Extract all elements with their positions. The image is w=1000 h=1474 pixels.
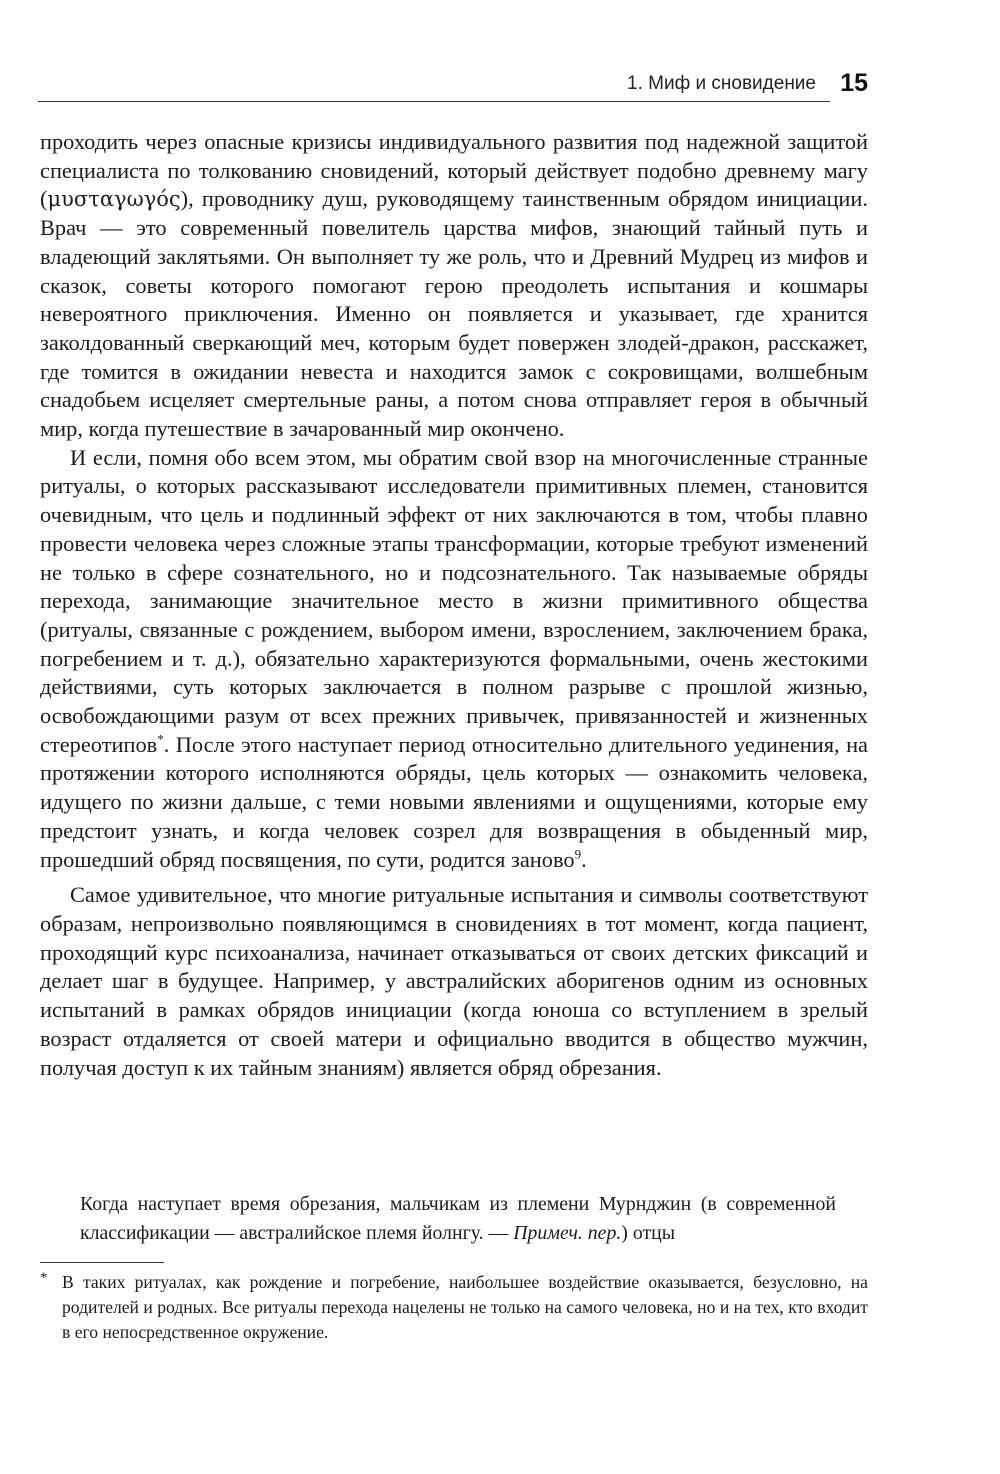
paragraph-2-text-cont: . После этого наступает период относительно длительного уединения, на протяжении которого исполняются обряды, цель которых — ознакомить человека, идущего по жизни дальше, с теми новыми явлениями и ощущениями, которые ему предстоит узнать, и когда человек созрел для возвращения в обыденный мир, прошедший обряд посвящения, по сути, родится заново	[40, 731, 868, 872]
footnote-ref-asterisk: *	[157, 731, 164, 747]
chapter-title: 1. Миф и сновидение	[627, 73, 816, 94]
footnote-mark: *	[40, 1270, 48, 1286]
paragraph-1-text: проходить через опасные кризисы индивидуального развития под надежной защитой специалиста по толкованию сновидений, который действует подобно древнему магу (	[40, 129, 868, 212]
paragraph-2	[40, 444, 868, 875]
quote-text	[80, 1190, 836, 1247]
paragraph-1-text-cont: ), проводнику душ, руководящему таинственным обрядом инициации. Врач — это современный повелитель царства мифов, знающий тайный путь и владеющий заклятьями. Он выполняет ту же роль, что и Древний Мудрец из мифов и сказок, советы которого помогают герою преодолеть испытания и кошмары невероятного приключения. Именно он появляется и указывает, где хранится заколдованный сверкающий меч, которым будет повержен злодей-дракон, расскажет, где томится в ожидании невеста и находится замок с сокровищами, волшебным снадобьем исцеляет смертельные раны, а потом снова отправляет героя в обычный мир, когда путешествие в зачарованный мир окончено.	[40, 186, 868, 442]
footnote-ref-9: 9	[574, 846, 582, 862]
paragraph-3-text: Самое удивительное, что многие ритуальные испытания и символы соответствуют образам, непроизвольно появляющимся в сновидениях в тот момент, когда пациент, проходящий курс психоанализа, начинает отказываться от своих детских фиксаций и делает шаг в будущее. Например, у австралийских аборигенов одним из основных испытаний в рамках обрядов инициации (когда юноша со вступлением в зрелый возраст отдаляется от своей матери и официально вводится в общество мужчин, получая доступ к их тайным знаниям) является обряд обрезания.	[40, 882, 868, 1080]
greek-term: μυσταγωγός	[47, 187, 181, 212]
header-rule	[38, 101, 830, 102]
paragraph-2-text-end: .	[581, 846, 587, 872]
translator-note: Примеч. пер.	[513, 1221, 622, 1244]
running-header	[38, 66, 868, 102]
paragraph-3	[40, 881, 868, 1082]
main-text	[40, 128, 868, 1082]
footnote-rule	[40, 1262, 164, 1263]
quote-text-end: ) отцы	[621, 1221, 675, 1244]
page-number: 15	[840, 69, 868, 97]
paragraph-2-text: И если, помня обо всем этом, мы обратим свой взор на многочисленные странные ритуалы, о которых рассказывают исследователи примитивных племен, становится очевидным, что цель и подлинный эффект от них заключаются в том, чтобы плавно провести человека через сложные этапы трансформации, которые требуют изменений не только в сфере сознательного, но и подсознательного. Так называемые обряды перехода, занимающие значительное место в жизни примитивного общества (ритуалы, связанные с рождением, выбором имени, взрослением, заключением брака, погребением и т. д.), обязательно характеризуются формальными, очень жестокими действиями, суть которых заключается в полном разрыве с прошлой жизнью, освобождающими разум от всех прежних привычек, привязанностей и жизненных стереотипов	[40, 444, 868, 757]
quote-text-start: Когда наступает время обрезания, мальчикам из племени Мурнджин (в современной классификации — австралийское племя йолнгу. —	[80, 1193, 836, 1244]
footnote	[40, 1270, 868, 1346]
paragraph-1	[40, 128, 868, 444]
footnote-text: В таких ритуалах, как рождение и погребение, наибольшее воздействие оказывается, безусловно, на родителей и родных. Все ритуалы перехода нацелены не только на самого человека, но и на тех, кто входит в его непосредственное окружение.	[62, 1272, 868, 1343]
block-quote	[80, 1190, 836, 1247]
